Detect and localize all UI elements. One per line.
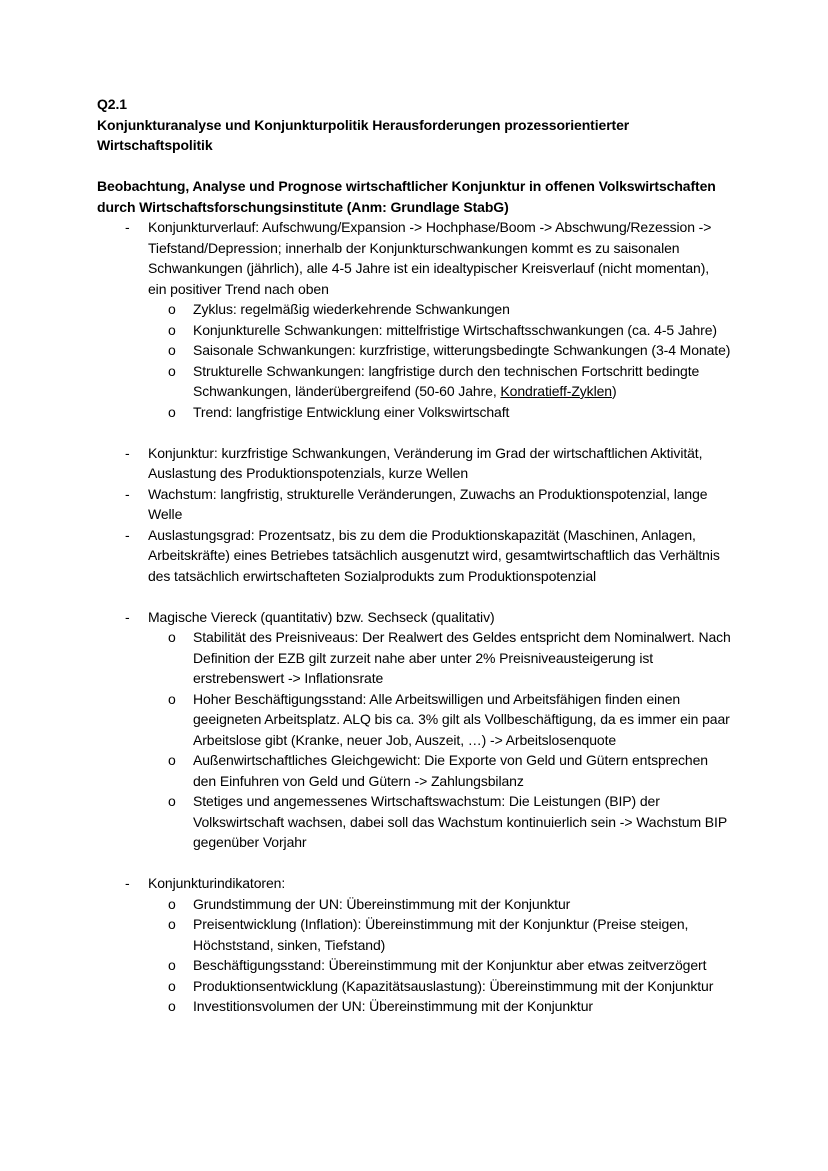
list-item-text: Außenwirtschaftliches Gleichgewicht: Die Exporte von Geld und Gütern entsprechen den Einfuhren von Geld und Gütern -> Zahlungsbilanz: [193, 752, 708, 789]
document-title: Konjunkturanalyse und Konjunkturpolitik Herausforderungen prozessorientierter Wirtschaftspolitik: [97, 116, 630, 153]
list-item: [97, 607, 731, 628]
circle-bullet: o: [168, 362, 176, 379]
list-item: [97, 361, 731, 402]
circle-bullet: o: [168, 793, 176, 809]
list-item-text: Beschäftigungsstand: Übereinstimmung mit der Konjunktur aber etwas zeitverzögert: [193, 957, 707, 973]
circle-bullet: o: [168, 977, 176, 994]
list-item-text: Preisentwicklung (Inflation): Übereinstimmung mit der Konjunktur (Preise steigen, Höchststand, sinken, Tiefstand): [193, 916, 689, 953]
list-item-text: Zyklus: regelmäßig wiederkehrende Schwankungen: [193, 301, 510, 317]
list-item-text: Produktionsentwicklung (Kapazitätsauslastung): Übereinstimmung mit der Konjunktur: [193, 977, 714, 994]
list-item: [97, 525, 731, 587]
list-item: [97, 299, 731, 320]
circle-bullet: o: [168, 321, 176, 338]
circle-bullet: o: [168, 629, 176, 645]
list-item-text: Trend: langfristige Entwicklung einer Volkswirtschaft: [193, 403, 510, 420]
list-item-text: Magische Viereck (quantitativ) bzw. Sechseck (qualitativ): [148, 608, 495, 625]
dash-bullet: -: [125, 485, 130, 502]
dash-bullet: -: [125, 608, 130, 625]
list-item: [97, 402, 731, 423]
list-item-text: Saisonale Schwankungen: kurzfristige, witterungsbedingte Schwankungen (3-4 Monate): [193, 342, 731, 358]
paragraph-spacer: [97, 853, 731, 874]
list-item: [97, 976, 731, 997]
list-item-text: Wachstum: langfristig, strukturelle Veränderungen, Zuwachs an Produktionspotenzial, lange Welle: [148, 485, 708, 522]
circle-bullet: o: [168, 690, 176, 707]
list-item-text: Hoher Beschäftigungsstand: Alle Arbeitswilligen und Arbeitsfähigen finden einen geeigneten Arbeitsplatz. ALQ bis ca. 3% gilt als Vollbeschäftigung, da es immer ein paar Arbeitslose gibt (Kranke, neuer Job, Auszeit, …) -> Arbeitslosenquote: [193, 690, 730, 748]
paragraph-spacer: [97, 586, 731, 607]
circle-bullet: o: [168, 403, 176, 420]
circle-bullet: o: [168, 342, 176, 358]
circle-bullet: o: [168, 895, 176, 912]
document-body: [97, 217, 731, 1017]
list-item-text: Konjunkturindikatoren:: [148, 875, 286, 891]
list-item: [97, 914, 731, 955]
section-code: Q2.1: [97, 96, 127, 112]
list-item: [97, 791, 731, 853]
list-item-text: Auslastungsgrad: Prozentsatz, bis zu dem die Produktionskapazität (Maschinen, Anlagen, Arbeitskräfte) eines Betriebes tatsächlich ausgenutzt wird, gesamtwirtschaftlich das Verhältnis des tatsächlich erwirtschafteten Sozialprodukts zum Produktionspotenzial: [148, 526, 720, 584]
circle-bullet: o: [168, 957, 176, 973]
dash-bullet: -: [125, 875, 130, 891]
circle-bullet: o: [168, 916, 176, 932]
paragraph-spacer: [97, 422, 731, 443]
dash-bullet: -: [125, 219, 130, 235]
list-item: [97, 443, 731, 484]
list-item-text: Strukturelle Schwankungen: langfristige durch den technischen Fortschritt bedingte Schwankungen, länderübergreifend (50-60 Jahre, Kondratieff-Zyklen): [193, 362, 700, 399]
list-item: [97, 217, 731, 299]
list-item-text: Konjunkturelle Schwankungen: mittelfristige Wirtschaftsschwankungen (ca. 4-5 Jahre): [193, 321, 717, 338]
list-item: [97, 873, 731, 894]
section-heading: Beobachtung, Analyse und Prognose wirtschaftlicher Konjunktur in offenen Volkswirtschaften durch Wirtschaftsforschungsinstitute (Anm: Grundlage StabG): [97, 178, 716, 215]
list-item: [97, 750, 731, 791]
paragraph-spacer: [97, 156, 731, 177]
list-item: [97, 996, 731, 1017]
list-item: [97, 320, 731, 341]
list-item-text: Konjunktur: kurzfristige Schwankungen, Veränderung im Grad der wirtschaftlichen Aktivität, Auslastung des Produktionspotenzials, kurze Wellen: [148, 444, 703, 481]
list-item: [97, 627, 731, 689]
circle-bullet: o: [168, 998, 176, 1014]
dash-bullet: -: [125, 526, 130, 543]
list-item: [97, 955, 731, 976]
circle-bullet: o: [168, 752, 176, 768]
list-item-text: Konjunkturverlauf: Aufschwung/Expansion -> Hochphase/Boom -> Abschwung/Rezession -> Tiefstand/Depression; innerhalb der Konjunkturschwankungen kommt es zu saisonalen Schwankungen (jährlich), alle 4-5 Jahre ist ein idealtypischer Kreisverlauf (nicht momentan), ein positiver Trend nach oben: [148, 219, 712, 297]
list-item-text: Investitionsvolumen der UN: Übereinstimmung mit der Konjunktur: [193, 998, 593, 1014]
list-item-text: Grundstimmung der UN: Übereinstimmung mit der Konjunktur: [193, 895, 571, 912]
list-item-text: Stabilität des Preisniveaus: Der Realwert des Geldes entspricht dem Nominalwert. Nach Definition der EZB gilt zurzeit nahe aber unter 2% Preisniveausteigerung ist erstrebenswert -> Inflationsrate: [193, 629, 731, 686]
circle-bullet: o: [168, 301, 176, 317]
list-item: [97, 894, 731, 915]
dash-bullet: -: [125, 444, 130, 461]
list-item-text: Stetiges und angemessenes Wirtschaftswachstum: Die Leistungen (BIP) der Volkswirtschaft wachsen, dabei soll das Wachstum kontinuierlich sein -> Wachstum BIP gegenüber Vorjahr: [193, 793, 727, 850]
list-item: [97, 340, 731, 361]
list-item: [97, 484, 731, 525]
list-item: [97, 689, 731, 751]
